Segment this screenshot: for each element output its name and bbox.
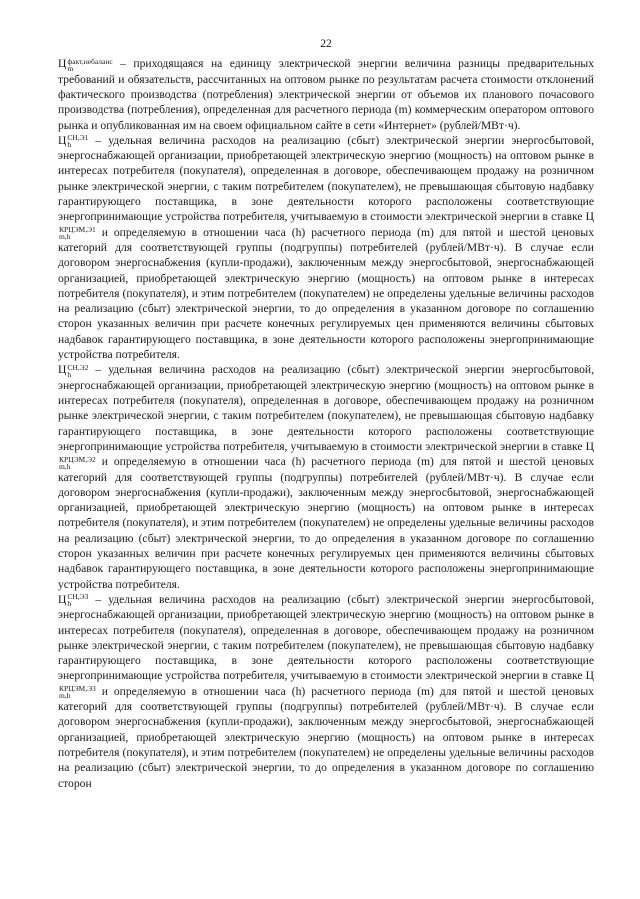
- paragraph-sn-e1: [58, 133, 594, 363]
- paragraph-sn-e2: [58, 362, 594, 592]
- paragraph-text: – приходящаяся на единицу электрической энергии величина разницы предварительных требований и обязательств, рассчитанных на оптовом рынке по результатам расчета стоимости отклонений фактического производства (потребления) электрической энергии от объемов их планового почасового производства (потребления), определенная для расчетного периода (m) коммерческим оператором оптового рынка и опубликованная им на своем официальном сайте в сети «Интернет» (рублей/МВт·ч).: [58, 57, 594, 132]
- page-number: 22: [320, 37, 332, 50]
- paragraph-text: и определяемую в отношении часа (h) расчетного периода (m) для пятой и шестой ценовых категорий для соответствующей группы (подгруппы) потребителей (рублей/МВт·ч). В случае если договором энергоснабжения (купли-продажи), заключенным между энергосбытовой, энергоснабжающей организацией, приобретающей электрическую энергию (мощность) на оптовом рынке в интересах потребителя (покупателя), и этим потребителем (покупателем) не определены удельные величины расходов на реализацию (сбыт) электрической энергии, то до определения в указанном договоре по соглашению сторон: [58, 684, 594, 790]
- formula-symbol: Ц СН,Э2 h: [58, 362, 89, 379]
- paragraph-text: и определяемую в отношении часа (h) расчетного периода (m) для пятой и шестой ценовых категорий для соответствующей группы (подгруппы) потребителей (рублей/МВт·ч). В случае если договором энергоснабжения (купли-продажи), заключенным между энергосбытовой, энергоснабжающей организацией, приобретающей электрическую энергию (мощность) на оптовом рынке в интересах потребителя (покупателя), и этим потребителем (покупателем) не определены удельные величины расходов на реализацию (сбыт) электрической энергии, то до определения в указанном договоре по соглашению сторон указанных величин при расчете конечных регулируемых цен применяются величины сбытовых надбавок гарантирующего поставщика, в зоне деятельности которого расположены энергопринимающие устройства потребителя.: [58, 455, 594, 591]
- paragraph-text: и определяемую в отношении часа (h) расчетного периода (m) для пятой и шестой ценовых категорий для соответствующей группы (подгруппы) потребителей (рублей/МВт·ч). В случае если договором энергоснабжения (купли-продажи), заключенным между энергосбытовой, энергоснабжающей организацией, приобретающей электрическую энергию (мощность) на оптовом рынке в интересах потребителя (покупателя), и этим потребителем (покупателем) не определены удельные величины расходов на реализацию (сбыт) электрической энергии, то до определения в указанном договоре по соглашению сторон указанных величин при расчете конечных регулируемых цен применяются величины сбытовых надбавок гарантирующего поставщика, в зоне деятельности которого расположены энергопринимающие устройства потребителя.: [58, 225, 594, 362]
- paragraph-fact-nebalans: [58, 56, 594, 133]
- paragraph-sn-e3: [58, 592, 594, 791]
- formula-symbol: Ц СН,Э3 h: [58, 592, 89, 609]
- inline-formula: Ц КРЦЭМ,Э3 m,h: [59, 669, 594, 701]
- inline-formula: Ц КРЦЭМ,Э1 m,h: [59, 210, 594, 241]
- paragraph-text: – удельная величина расходов на реализацию (сбыт) электрической энергии энергосбытовой, энергоснабжающей организации, приобретающей электрическую энергию (мощность) на оптовом рынке в интересах потребителя (покупателя), определенная в договоре, обеспечивающем продажу на розничном рынке электрической энергии, с таким потребителем (покупателем), не превышающая сбытовую надбавку гарантирующего поставщика, в зоне деятельности которого расположены соответствующие энергопринимающие устройства потребителя, учитываемую в стоимости электрической энергии в ставке: [58, 363, 594, 453]
- formula-symbol: Ц факт,небаланс m: [58, 56, 113, 73]
- formula-symbol: Ц СН,Э1 h: [58, 133, 89, 150]
- inline-formula: Ц КРЦЭМ,Э2 m,h: [59, 439, 594, 471]
- paragraph-text: – удельная величина расходов на реализацию (сбыт) электрической энергии энергосбытовой, энергоснабжающей организации, приобретающей электрическую энергию (мощность) на оптовом рынке в интересах потребителя (покупателя), определенная в договоре, обеспечивающем продажу на розничном рынке электрической энергии, с таким потребителем (покупателем), не превышающая сбытовую надбавку гарантирующего поставщика, в зоне деятельности которого расположены соответствующие энергопринимающие устройства потребителя, учитываемую в стоимости электрической энергии в ставке: [58, 592, 594, 683]
- paragraph-text: – удельная величина расходов на реализацию (сбыт) электрической энергии энергосбытовой, энергоснабжающей организации, приобретающей электрическую энергию (мощность) на оптовом рынке в интересах потребителя (покупателя), определенная в договоре, обеспечивающем продажу на розничном рынке электрической энергии, с таким потребителем (покупателем), не превышающая сбытовую надбавку гарантирующего поставщика, в зоне деятельности которого расположены соответствующие энергопринимающие устройства потребителя, учитываемую в стоимости электрической энергии в ставке: [58, 133, 594, 224]
